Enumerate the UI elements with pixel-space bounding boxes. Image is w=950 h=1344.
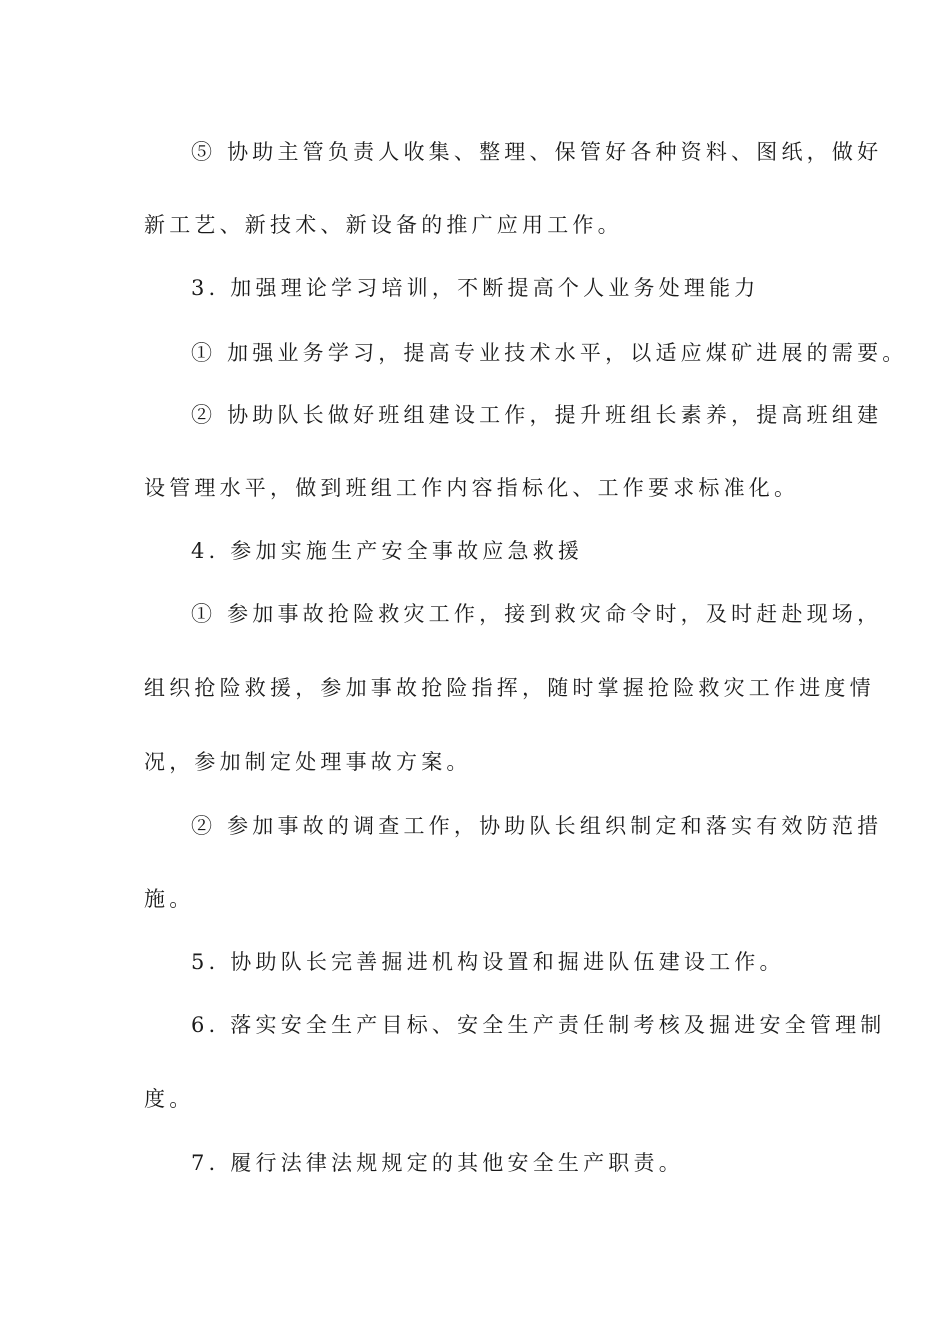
paragraph-line: ② 参加事故的调查工作，协助队长组织制定和落实有效防范措 <box>191 814 883 838</box>
paragraph-line: ② 协助队长做好班组建设工作，提升班组长素养，提高班组建 <box>191 403 883 427</box>
paragraph-line: 施。 <box>144 887 195 911</box>
paragraph-line: 度。 <box>144 1087 195 1111</box>
paragraph-line: ⑤ 协助主管负责人收集、整理、保管好各种资料、图纸，做好 <box>191 140 883 164</box>
section-heading: 3. 加强理论学习培训，不断提高个人业务处理能力 <box>191 276 760 300</box>
section-heading: 6. 落实安全生产目标、安全生产责任制考核及掘进安全管理制 <box>191 1013 886 1037</box>
section-heading: 4. 参加实施生产安全事故应急救援 <box>191 539 584 563</box>
paragraph-line: 新工艺、新技术、新设备的推广应用工作。 <box>144 213 623 237</box>
section-heading: 5. 协助队长完善掘进机构设置和掘进队伍建设工作。 <box>191 950 785 974</box>
paragraph-line: 设管理水平，做到班组工作内容指标化、工作要求标准化。 <box>144 476 800 500</box>
paragraph-line: ① 参加事故抢险救灾工作，接到救灾命令时，及时赶赴现场， <box>191 602 883 626</box>
paragraph-line: 组织抢险救援，参加事故抢险指挥，随时掌握抢险救灾工作进度情 <box>144 676 875 700</box>
paragraph-line: 况，参加制定处理事故方案。 <box>144 750 472 774</box>
section-heading: 7. 履行法律法规规定的其他安全生产职责。 <box>191 1151 684 1175</box>
paragraph-line: ① 加强业务学习，提高专业技术水平，以适应煤矿进展的需要。 <box>191 341 908 365</box>
